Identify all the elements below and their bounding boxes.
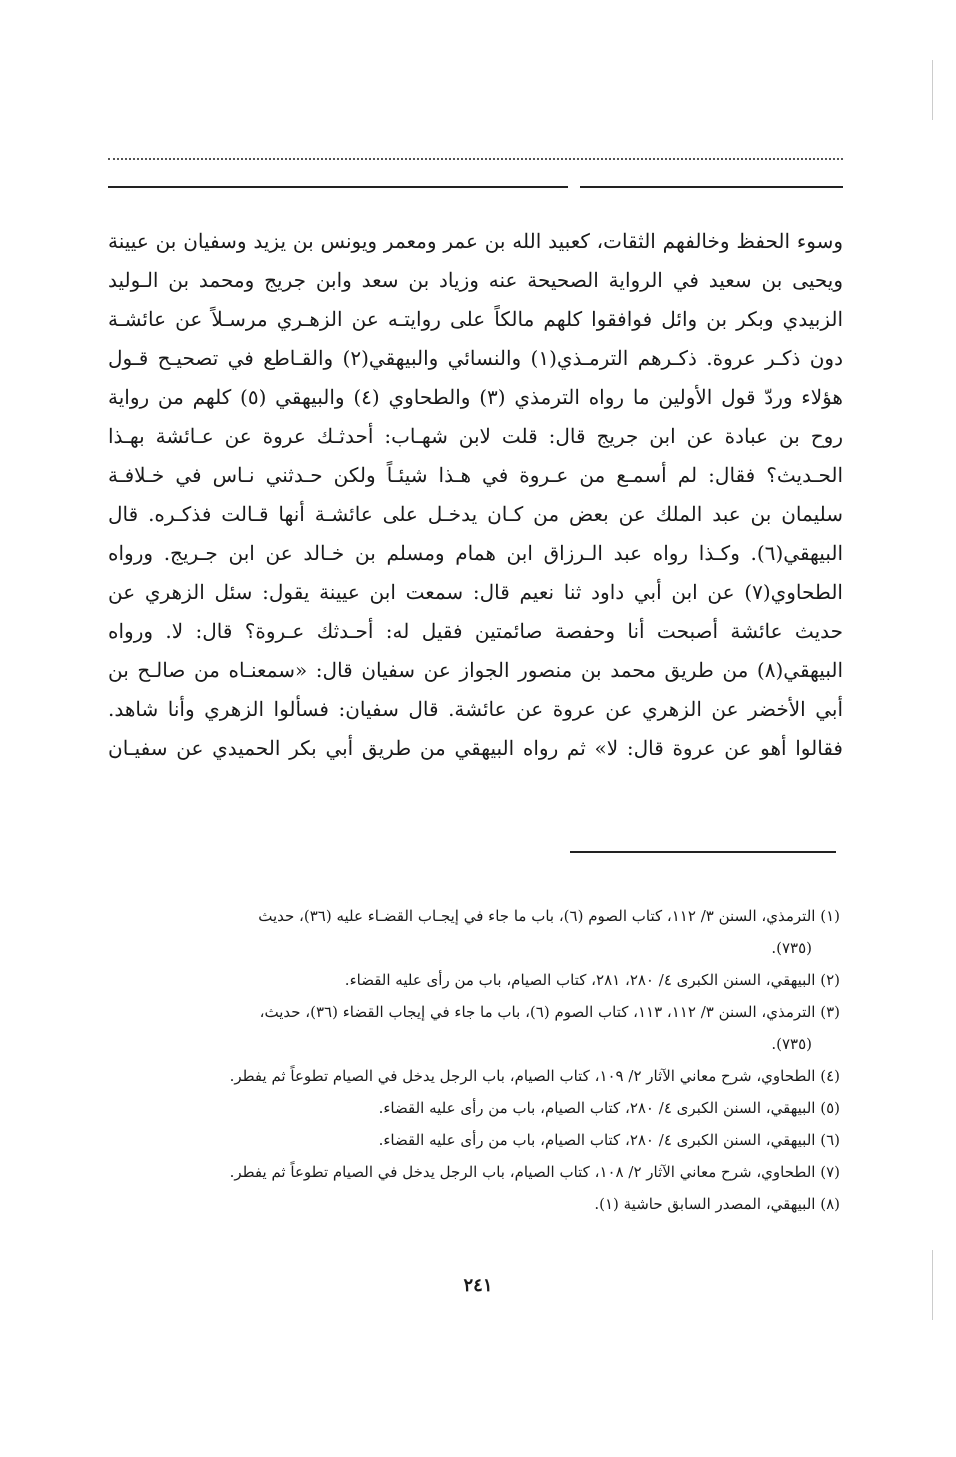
footnote-separator [570,851,836,853]
main-line: البيهقي(٦). وكـذا رواه عبد الـرزاق ابن همام ومسلم بن خـالد عن ابن جـريج. ورواه [108,541,843,565]
footnote-4: (٤) الطحاوي، شرح معاني الآثار ٢/ ١٠٩، كتاب الصيام، باب الرجل يدخل في الصيام تطوعاً ثم يفطر. [229,1067,840,1085]
main-line: أبي الأخضر عن الزهري عن عروة عن عائشة. قال سفيان: فسألوا الزهري وأنا شاهد. [108,697,843,721]
page-number: ٢٤١ [463,1275,493,1296]
footnotes [108,900,840,1220]
footnote-1-continuation: (٧٣٥). [771,939,812,957]
main-line: فقالوا أهو عن عروة قال: لا» ثم رواه البيهقي من طريق أبي بكر الحميدي عن سفيـان [108,736,843,760]
main-text [108,222,843,768]
main-line: ويحيى بن سعيد في الرواية الصحيحة عنه وزياد بن سعد وابن جريج ومحمد بن الـوليد [108,268,843,292]
main-line: الطحاوي(٧) عن ابن أبي داود ثنا نعيم قال: سمعت ابن عيينة يقول: سئل الزهري عن [108,580,843,604]
footnote-2: (٢) البيهقي، السنن الكبرى ٤/ ٢٨٠، ٢٨١، كتاب الصيام، باب من رأى عليه القضاء. [344,971,840,989]
main-line: هؤلاء وردّ قول الأولين ما رواه الترمذي (٣) والطحاوي (٤) والبيهقي (٥) كلهم من رواية [108,385,843,409]
main-line: البيهقي(٨) من طريق محمد بن منصور الجواز عن سفيان قال: «سمعنـاه من صالـح بن [108,658,843,682]
footnote-1: (١) الترمذي، السنن ٣/ ١١٢، كتاب الصوم (٦)، باب ما جاء في إيجـاب القضـاء عليه (٣٦)، حديث [258,907,840,925]
header-dotted-rule [108,158,843,160]
footnote-5: (٥) البيهقي، السنن الكبرى ٤/ ٢٨٠، كتاب الصيام، باب من رأى عليه القضاء. [378,1099,840,1117]
main-line: وسوء الحفظ وخالفهم الثقات، كعبيد الله بن عمر ومعمر ويونس بن يزيد وسفيان بن عيينة [108,229,843,253]
footnote-6: (٦) البيهقي، السنن الكبرى ٤/ ٢٨٠، كتاب الصيام، باب من رأى عليه القضاء. [378,1131,840,1149]
main-line: سليمان بن عبد الملك عن بعض من كـان يدخـل على عائشـة أنها قـالت فذكـره. قال [108,502,843,526]
main-line: دون ذكـر عروة. ذكـرهم الترمـذي(١) والنسائي والبيهقي(٢) والقـاطع في تصحيـح قـول [108,346,843,370]
margin-mark [932,60,933,120]
main-line: روح بن عبادة عن ابن جريج قال: قلت لابن شهـاب: أحدثـك عروة عن عـائشة بهـذا [108,424,843,448]
main-line: الحـديث؟ فقال: لم أسمـع من عـروة في هـذا شيئـاً ولكن حـدثني نـاس في خـلافـة [108,463,843,487]
footnote-3-continuation: (٧٣٥). [771,1035,812,1053]
footnote-7: (٧) الطحاوي، شرح معاني الآثار ٢/ ١٠٨، كتاب الصيام، باب الرجل يدخل في الصيام تطوعاً ثم يفطر. [229,1163,840,1181]
header-rule-left [108,186,568,188]
footnote-8: (٨) البيهقي، المصدر السابق حاشية (١). [594,1195,840,1213]
footnote-3: (٣) الترمذي، السنن ٣/ ١١٢، ١١٣، كتاب الصوم (٦)، باب ما جاء في إيجاب القضاء (٣٦)، حديث، [259,1003,840,1021]
main-line: حديث عائشة أصبحت أنا وحفصة صائمتين فقيل له: أحـدثك عـروة؟ قال: لا. ورواه [108,619,843,643]
header-rule-right [580,186,843,188]
main-line: الزبيدي وبكر بن وائل فوافقوا كلهم مالكاً على روايتـه عن الزهـري مرسـلاً عن عائشـة [108,307,843,331]
